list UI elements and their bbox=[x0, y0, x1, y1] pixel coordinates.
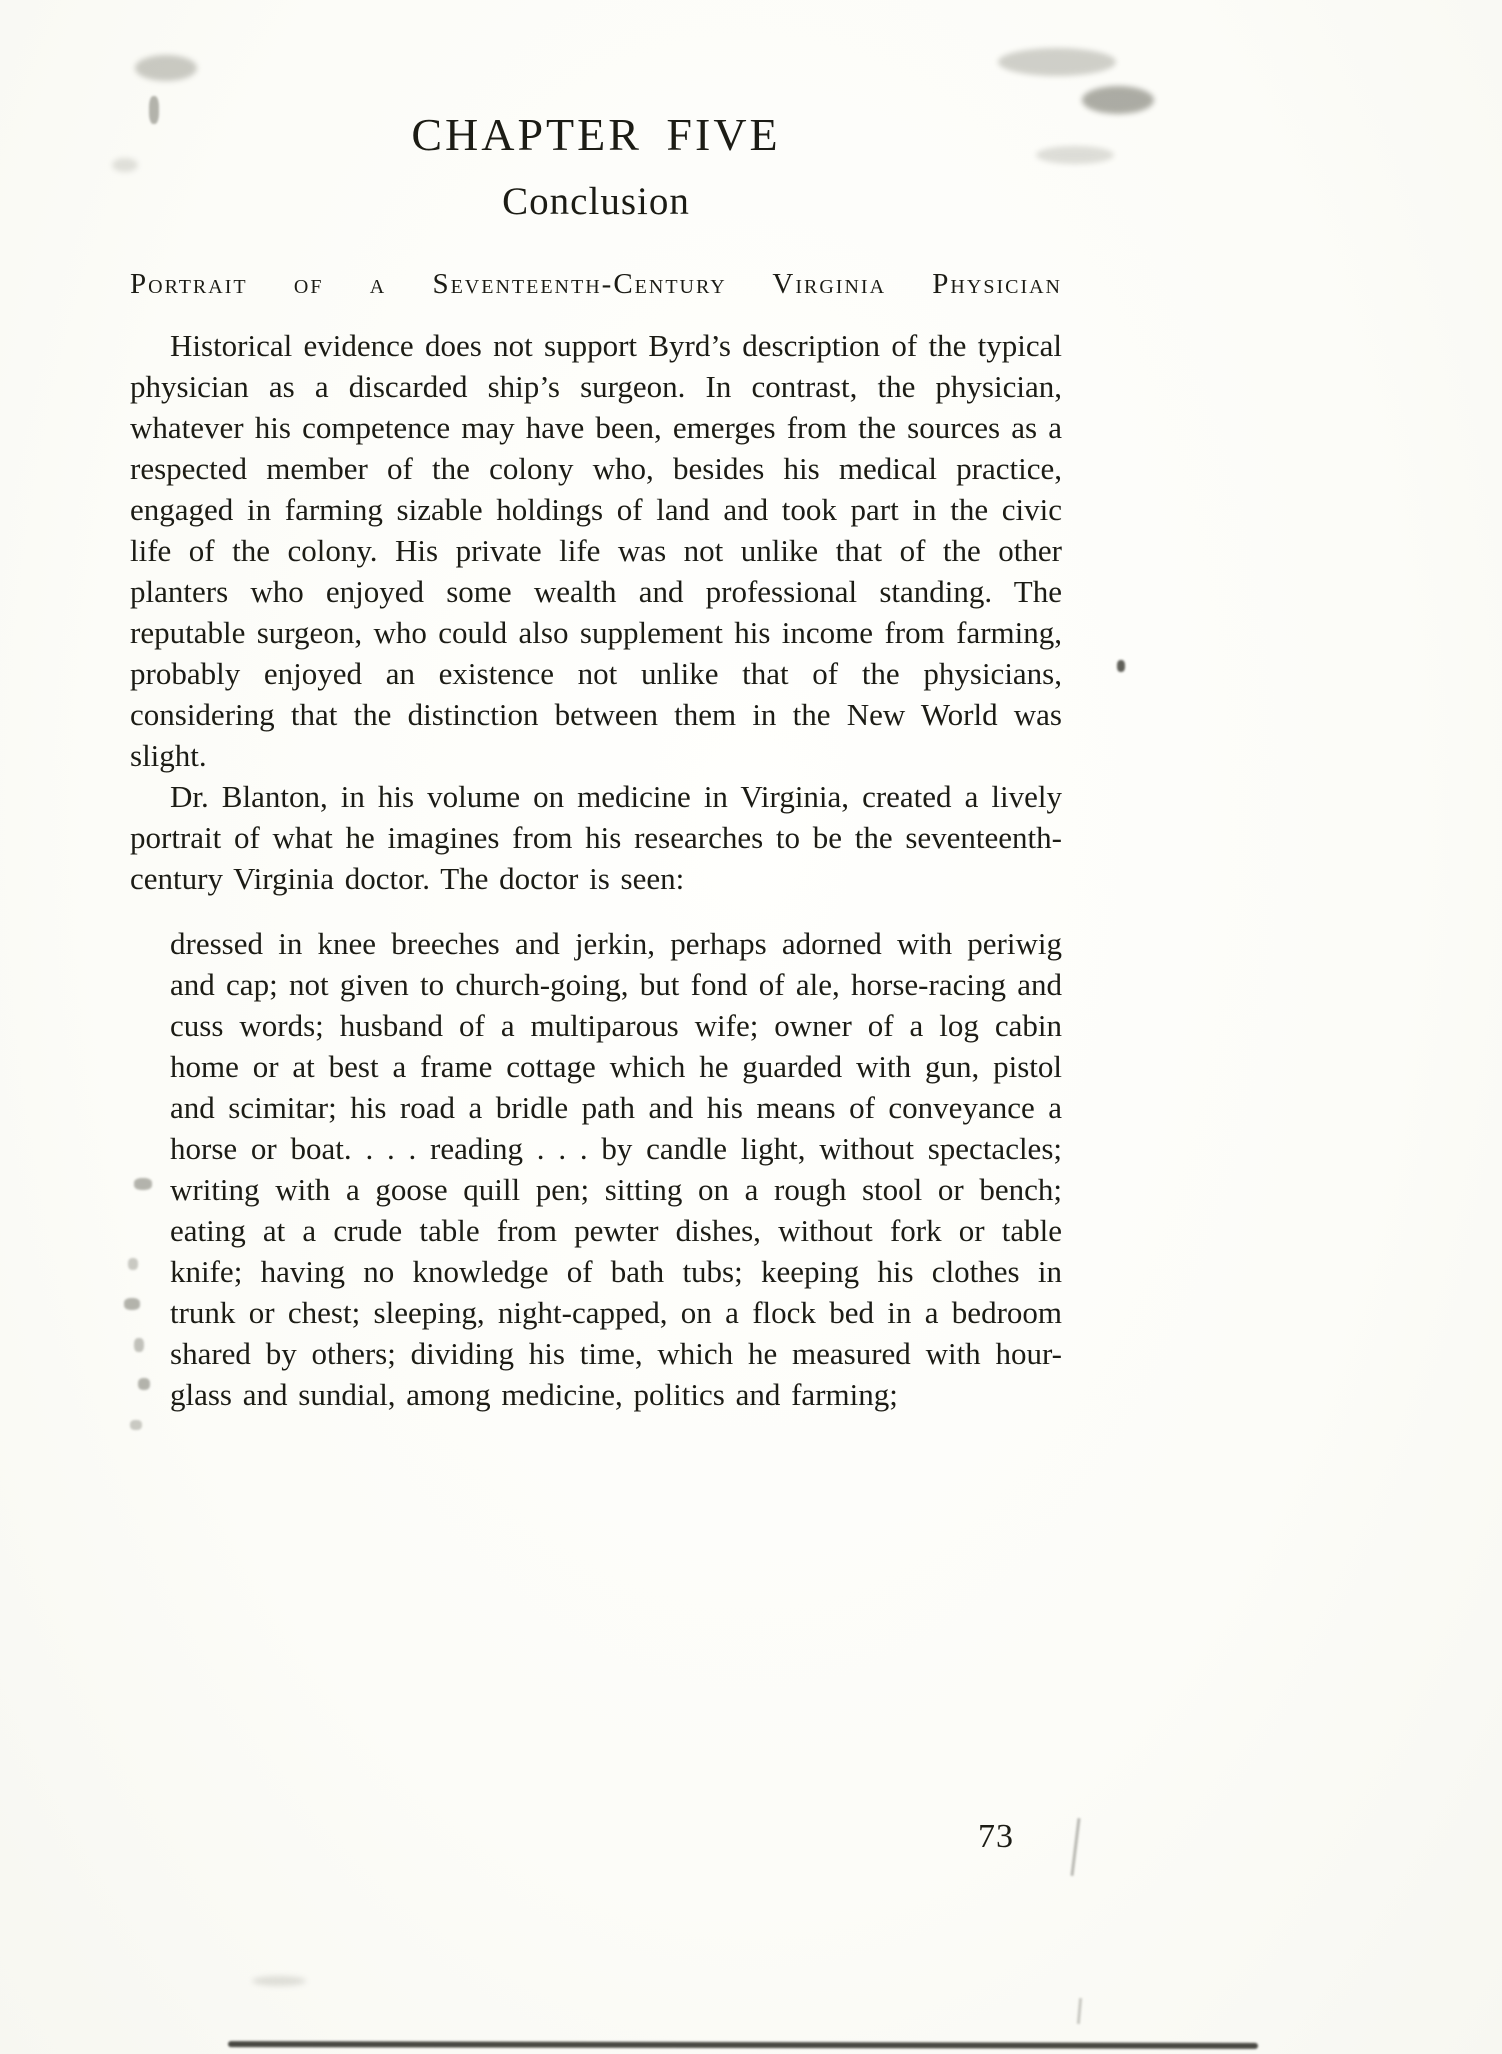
scan-smudge bbox=[1082, 86, 1154, 114]
scan-smudge bbox=[1070, 1818, 1080, 1876]
section-heading: Portrait of a Seventeenth-Century Virginia Physician bbox=[130, 268, 1062, 300]
scan-smudge bbox=[130, 1420, 142, 1430]
paragraph: Historical evidence does not support Byrd’s description of the typical physician as a discarded ship’s surgeon. In contrast, the physician, whatever his competence may have been, emerges from the sources as a respected member of the colony who, besides his medical practice, engaged in farming sizable holdings of land and took part in the civic life of the colony. His private life was not unlike that of the other planters who enjoyed some wealth and professional standing. The reputable surgeon, who could also supplement his income from farming, probably enjoyed an existence not unlike that of the physicians, considering that the distinction between them in the New World was slight. bbox=[130, 328, 1062, 773]
block-quote: dressed in knee breeches and jerkin, perhaps adorned with periwig and cap; not given to church-going, but fond of ale, horse-racing and cuss words; husband of a multiparous wife; owner of a log cabin home or at best a frame cottage which he guarded with gun, pistol and scimitar; his road a bridle path and his means of conveyance a horse or boat. . . . reading . . . by candle light, without spectacles; writing with a goose quill pen; sitting on a rough stool or bench; eating at a crude table from pewter dishes, without fork or table knife; having no knowledge of bath tubs; keeping his clothes in trunk or chest; sleeping, night-capped, on a flock bed in a bedroom shared by others; dividing his time, which he measured with hour-glass and sundial, among medicine, politics and farming; bbox=[170, 926, 1062, 1412]
scan-smudge bbox=[998, 48, 1116, 76]
scan-smudge bbox=[135, 55, 197, 81]
chapter-heading: CHAPTER FIVE bbox=[411, 109, 781, 160]
scan-smudge bbox=[1077, 1998, 1082, 2024]
scan-smudge bbox=[1117, 660, 1125, 672]
scan-smudge bbox=[252, 1976, 306, 1986]
page-number: 73 bbox=[978, 1818, 1014, 1855]
page-content bbox=[130, 100, 1062, 1415]
paragraph: Dr. Blanton, in his volume on medicine in Virginia, created a lively portrait of what he imagines from his researches to be the seventeenth-century Virginia doctor. The doctor is seen: bbox=[130, 779, 1062, 896]
scan-edge-line bbox=[228, 2041, 1258, 2049]
chapter-subtitle: Conclusion bbox=[502, 180, 690, 223]
